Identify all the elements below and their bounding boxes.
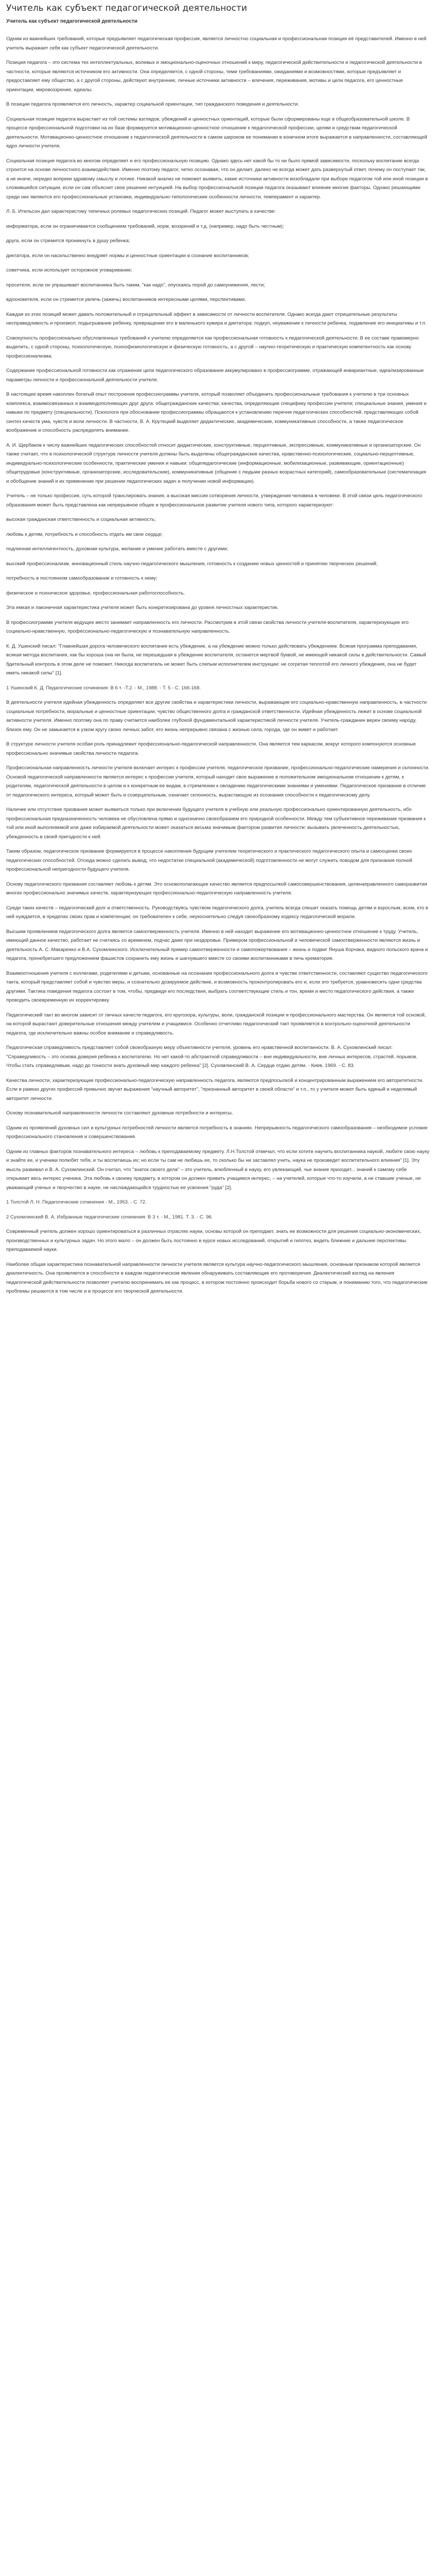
body-paragraph: Среди таких качеств – педагогический долг и ответственность. Руководствуясь чувством педагогического долга, учитель всегда спешит оказать помощь детям и взрослым, всем, кто в ней нуждается, в пределах своих прав и компетенции; он требователен к себе, неукоснительно следуя своеобразному кодексу педагогической морали. <box>6 905 428 920</box>
body-paragraph: Основу познавательной направленности личности составляют духовные потребности и интересы. <box>6 1110 233 1116</box>
body-paragraph: друга, если он стремится проникнуть в душу ребенка; <box>6 238 130 244</box>
body-paragraph: А. И. Щербаков к числу важнейших педагогических способностей относит дидактические, конструктивные, перцептивные, экспрессивные, коммуникативные и организаторские. Он также считает, что в психологической структуре личности учителя должны быть выделены общегражданские качества, нравственно-психологические, социально-перцептивные, индивидуально-психологические особенности, практические умения и навыки: общепедагогические (информационные, мобилизационные, развивающие, ориентационные) общетрудовые (конструктивные, организаторские, исследовательские), коммуникативные (общение с людьми разных возрастных категорий), самообразовательные (систематизация и обобщение знаний и их применение при решении педагогических задач и получении новой информации). <box>6 442 426 484</box>
footnote-paragraph: 1 Толстой Л. Н. Педагогические сочинения - М., 1953. - С. 72. <box>6 1199 147 1205</box>
body-paragraph: вдохновителя, если он стремится увлечь (зажечь) воспитанников интересными целями, перспективами. <box>6 297 247 302</box>
body-paragraph: информатора, если он ограничивается сообщением требований, норм, воззрений и т.д. (например, надо быть честным); <box>6 223 284 229</box>
body-paragraph: Таким образом, педагогическое призвание формируется в процессе накопления будущим учителем теоретического и практического педагогического опыта и самооценки своих педагогических способностей. Отсюда можно сделать вывод, что недостатки специальной (академической) подготовленности не могут служить поводом для признания полной профессиональной непригодности будущего учителя. <box>6 849 412 872</box>
body-paragraph: высокая гражданская ответственность и социальная активность; <box>6 517 156 522</box>
body-paragraph: Педагогический такт во многом зависит от личных качеств педагога, его кругозора, культуры, воли, гражданской позиции и профессионального мастерства. Он является той основой, на которой вырастают доверительные отношения между учителем и учащимися. Особенно отчетливо педагогический такт проявляется в контрольно-оценочной деятельности педагога, где исключительно важны особое внимание и справедливость. <box>6 1012 426 1036</box>
footnote-paragraph: 2 Сухомлинский В. А. Избранные педагогические сочинения: В 3 т. - М., 1981. Т. 3. - С. 96. <box>6 1214 213 1220</box>
footnote-paragraph: 1 Ушинский К. Д. Педагогические сочинения: В 6 т. -Т.2. - М., 1988. - Т. 5 - С. 166-168. <box>6 685 201 691</box>
body-paragraph: Наиболее общая характеристика познавательной направленности личности учителя является культура научно-педагогического мышления, основным признаком которой является диалектичность. Она проявляется в способности в каждом педагогическом явлении обнаруживать составляющие его противоречия. Диалектический взгляд на явления педагогической действительности позволяет учителю воспринимать ее как процесс, в котором постоянно происходит борьба нового со старым, и пониманию того, что педагогические проблемы решаются в том числе и в процессе его творческой деятельности. <box>6 1261 428 1294</box>
body-paragraph: Взаимоотношения учителя с коллегами, родителями и детьми, основанные на осознании профессионального долга и чувстве ответственности, составляют существо педагогического такта, который представляет собой и чувство меры, и сознательно дозируемое действие, и возможность проконтролировать его и, если это требуется, уравновесить одни средства другими. Тактика поведения педагога состоит в том, чтобы, предвидя его последствия, выбрать соответствующие стиль и тон, время и место педагогического действия, а также проводить своевременную их корректировку. <box>6 970 428 1003</box>
body-paragraph: В настоящее время накоплен богатый опыт построения профессиограммы учителя, который позволяет объединить профессиональные требования к учителю в три основных комплекса, взаимосвязанных и взаимодополняющих друг друга: общегражданские качества; качества, определяющие специфику профессии учителя; специальные знания, умения и навыки по предмету (специальности). Психологи при обосновании профессиограммы обращаются к установлению перечня педагогических способностей, представляющих собой синтез качеств ума, чувств и воли личности. В частности, В. А. Крутецкий выделяет дидактические, академические, коммуникативные способности, а также педагогическое воображение и способность распределять внимание. <box>6 392 427 433</box>
body-paragraph: Качества личности, характеризующие профессионально-педагогическую направленность педагога, являются предпосылкой и концентрированным выражением его авторитетности. Если в рамках других профессий привычно звучат выражения "научный авторитет", "признанный авторитет в своей области" и т.п., то у учителя может быть единый и неделимый авторитет личности. <box>6 1077 424 1101</box>
body-paragraph: Социальная позиция педагога во многом определяет и его профессиональную позицию. Однако здесь нет какой бы то ни было прямой зависимости, поскольку воспитание всегда строится на основе личностного взаимодействия. Именно поэтому педагог, четко осознавая, что он делает, далеко не всегда может дать развернутый ответ, почему он поступает так, а не иначе, нередко вопреки здравому смыслу и логике. Никакой анализ не поможет выявить, какие источники активности возобладали при выборе педагогом той или иной позиции в сложившейся ситуации, если он сам объяснит свое решение интуицией. На выбор профессиональной позиции педагога оказывают влияние многие факторы. Однако решающими среди них являются его профессиональные установки, индивидуально-типологические особенности личности, темперамент и характер. <box>6 158 428 200</box>
body-paragraph: Содержание профессиональной готовности как отражение цели педагогического образования аккумулировано в профессиограмме, отражающей инвариантные, идеализированные параметры личности и профессиональной деятельности учителя. <box>6 368 424 383</box>
document-subtitle: Учитель как субъект педагогической деятельности <box>6 19 137 24</box>
body-paragraph: советчика, если использует осторожное уговаривание; <box>6 267 132 273</box>
body-paragraph: Основу педагогического призвания составляет любовь к детям. Это основополагающее качество является предпосылкой самосовершенствования, целенаправленного саморазвития многих профессионально значимых качеств, характеризующих профессионально-педагогическую направленность учителя. <box>6 881 427 896</box>
body-paragraph: В деятельности учителя идейная убежденность определяет все другие свойства и характеристики личности, выражающие его социально-нравственную направленность, в частности социальные потребности, моральные и ценностные ориентации, чувство общественного долга и гражданской ответственности. Идейная убежденность лежит в основе социальной активности учителя. Именно поэтому она по праву считается наиболее глубокой фундаментальной характеристикой личности учителя. Учитель-гражданин верен своему народу, близок ему. Он не замыкается в узком кругу своих личных забот, его жизнь непрерывно связана с жизнью села, города, где он живет и работает. <box>6 700 427 733</box>
body-paragraph: Профессиональная направленность личности учителя включает интерес к профессии учителя, педагогическое призвание, профессионально-педагогические намерения и склонности. Основой педагогической направленности является интерес к профессии учителя, который находит свое выражение в положительном эмоциональном отношении к детям, к родителям, педагогической деятельности в целом и к конкретным ее видам, в стремлении к овладению педагогическими знаниями и умениями. Педагогическое призвание в отличие от педагогического интереса, который может быть и созерцательным, означает склонность, вырастающую из осознания способности к педагогическому делу. <box>6 765 430 798</box>
body-paragraph: физическое и психическое здоровье, профессиональная работоспособность. <box>6 590 185 596</box>
document-page <box>6 3 430 2576</box>
body-paragraph: Современный учитель должен хорошо ориентироваться в различных отраслях науки, основы которой он преподает, знать ее возможности для решения социально-экономических, производственных и культурных задач. Но этого мало – он должен быть постоянно в курсе новых исследований, открытий и гипотез, видеть ближние и дальние перспективы преподаваемой науки. <box>6 1229 422 1252</box>
body-paragraph: Педагогическая справедливость представляет собой своеобразную меру объективности учителя, уровень его нравственной воспитанности. В. А. Сухомлинский писал: "Справедливость – это основа доверия ребенка к воспитателю. Но нет какой-то абстрактной справедливости – вне индивидуальности, вне личных интересов, страстей, порывов. Чтобы стать справедливым, надо до тонкости знать духовный мир каждого ребенка" [2]. Сухомлинский В. А. Сердце отдаю детям. - Киев, 1969. - С. 83. <box>6 1045 417 1069</box>
body-paragraph: Социальная позиция педагога вырастает из той системы взглядов, убеждений и ценностных ориентаций, которые были сформированы еще в общеобразовательной школе. В процессе профессиональной подготовки на их базе формируется мотивационно-ценностное отношение к педагогической профессии, целям и средствам педагогической деятельности. Мотивационно-ценностное отношение к педагогической деятельности в самом широком ее понимании в конечном итоге выражается в направленности, составляющей ядро личности учителя. <box>6 116 427 149</box>
document-body <box>6 35 430 1296</box>
body-paragraph: Позиция педагога – это система тех интеллектуальных, волевых и эмоционально-оценочных отношений к миру, педагогической действительности и педагогической деятельности в частности, которые являются источником его активности. Она определяется, с одной стороны, теми требованиями, ожиданиями и возможностями, которые предъявляет и предоставляет ему общество, а с другой стороны, действуют внутренние, личные источники активности – влечения, переживания, мотивы и цели педагога, его ценностные ориентации, мировоззрение, идеалы. <box>6 60 422 93</box>
body-paragraph: В структуре личности учителя особая роль принадлежит профессионально-педагогической направленности. Она является тем каркасом, вокруг которого компонуются основные профессионально значимые свойства личности педагога. <box>6 741 416 756</box>
body-paragraph: Одним из главных факторов познавательного интереса – любовь к преподаваемому предмету. Л.Н.Толстой отмечал, что если хотите научить воспитанника наукой, любите свою науку и знайте ее, и ученики полюбят тебя, и ты воспитаешь их; но если ты сам не любишь ее, то сколько бы ни заставлял учить, наука не произведет воспитательного влияния" [1]. Эту мысль развивал и В. А. Сухомлинский. Он считал, что "знаток своего дела" – это учитель, влюбленный в науку, его увлекающий, чье знание приходит... знаний к самому себе открывает весь интерес ученика. Эта любовь к своему предмету, в котором он должен привить учащимся интерес, – на учителей, которые что-то изучили, а не ставшие ученые, не уважающий ученых и творчество в науке, не наслаждающийся трудностью ее усвоения "руда" [2]. <box>6 1148 430 1191</box>
body-paragraph: В профессиограмме учителя ведущее место занимает направленность его личности. Рассмотрим в этой связи свойства личности учителя-воспитателя, характеризующие его социально-нравственную, профессионально-педагогическую и познавательную направленность. <box>6 619 409 634</box>
document-title: Учитель как субъект педагогической деятельности <box>6 3 247 13</box>
body-paragraph: В позиции педагога проявляется его личность, характер социальной ориентации, тип гражданского поведения и деятельности. <box>6 101 300 107</box>
body-paragraph: Наличие или отсутствие призвания может выявиться только при включении будущего учителя в учебную или реальную профессионально ориентированную деятельность, ибо профессиональная предназначенность человека не обусловлена прямо и однозначно своеобразием его природной особенности. Между тем субъективное переживание призвания к той или иной выполняемой или даже избираемой деятельности может оказаться весьма значимым фактором развития личности: вызывать увлеченность деятельностью, убежденность в своей пригодности к ней. <box>6 807 426 840</box>
body-paragraph: Эта емкая и лаконичная характеристика учителя может быть конкретизирована до уровня личностных характеристик. <box>6 605 279 611</box>
body-paragraph: высокий профессионализм, инновационный стиль научно-педагогического мышления, готовность к созданию новых ценностей и принятию творческих решений; <box>6 561 378 567</box>
body-paragraph: просителя, если он упрашивает воспитанника быть таким, "как надо", опускаясь порой до самоунижения, лести; <box>6 282 265 288</box>
body-paragraph: К. Д. Ушинский писал: "Главнейшая дорога человеческого воспитания есть убеждение, а на убеждение можно только действовать убеждением. Всякая программа преподавания, всякая метода воспитания, как бы хороша она ни была, не перешедшая в убеждение воспитателя, останется мертвой буквой, не имеющей никакой силы в действительности. Самый бдительный контроль в этом деле не поможет. Никогда воспитатель не может быть слепым исполнителем инструкции: не согретая теплотой его личного убеждения, она не будет иметь никакой силы" [1]. <box>6 643 426 676</box>
body-paragraph: Л. Б. Ительсон дал характеристику типичных ролевых педагогических позиций. Педагог может выступать в качестве: <box>6 209 276 214</box>
body-paragraph: любовь к детям, потребность и способность отдать им свое сердце; <box>6 531 163 537</box>
body-paragraph: Учитель – не только профессия, суть которой транслировать знания, а высокая миссия сотворения личности, утверждения человека в человеке. В этой связи цель педагогического образования может быть представлена как непрерывное общее и профессиональное развитие учителя нового типа, которого характеризуют: <box>6 493 423 508</box>
body-paragraph: Одним из проявлений духовных сил и культурных потребностей личности является потребность в знаниях. Непрерывность педагогического самообразования – необходимое условие профессионального становления и совершенствования. <box>6 1125 428 1140</box>
body-paragraph: Совокупность профессионально обусловленных требований к учителю определяется как профессиональная готовность к педагогической деятельности. В ее составе правомерно выделить, с одной стороны, психологическую, психофизиологическую и физическую готовность, а с другой – научно-теоретическую и практическую компетентность как основу профессионализма. <box>6 335 419 359</box>
body-paragraph: Одним из важнейших требований, которые предъявляет педагогическая профессия, является личностно социальная и профессиональная позиция её представителей. Именно в ней учитель выражает себя как субъект педагогической деятельности. <box>6 36 427 51</box>
body-paragraph: Высшим проявлением педагогического долга является самоотверженность учителя. Именно в ней находит выражение его мотивационно-ценностное отношение к труду. Учитель, имеющий данное качество, работает не считаясь со временем, подчас даже при нездоровье. Примером профессиональной и человеческой самоотверженности являются жизнь и деятельность А. С. Макаренко и В.А. Сухомлинского. Исключительный пример самоотверженности и самопожертвования – жизнь и подвиг Януша Корчака, видного польского врача и педагога, пренебрегшего предложением фашистов сохранить ему жизнь и шагнувшего вместе со своими воспитанниками в печь крематория. <box>6 928 428 961</box>
body-paragraph: диктатора, если он насильственно внедряет нормы и ценностные ориентации в сознание воспитанников; <box>6 252 250 259</box>
body-paragraph: подлинная интеллигентность, духовная культура, желание и умение работать вместе с другими; <box>6 546 229 552</box>
body-paragraph: потребность в постоянном самообразовании и готовность к нему; <box>6 575 158 581</box>
body-paragraph: Каждая из этих позиций может давать положительный и отрицательный эффект в зависимости от личности воспитателя. Однако всегда дают отрицательные результаты несправедливость и произвол; подыгрывание ребенку, превращение его в маленького кумира и диктатора; подкуп, неуважение к личности ребенка, подавление его инициативы и т.п. <box>6 311 427 326</box>
